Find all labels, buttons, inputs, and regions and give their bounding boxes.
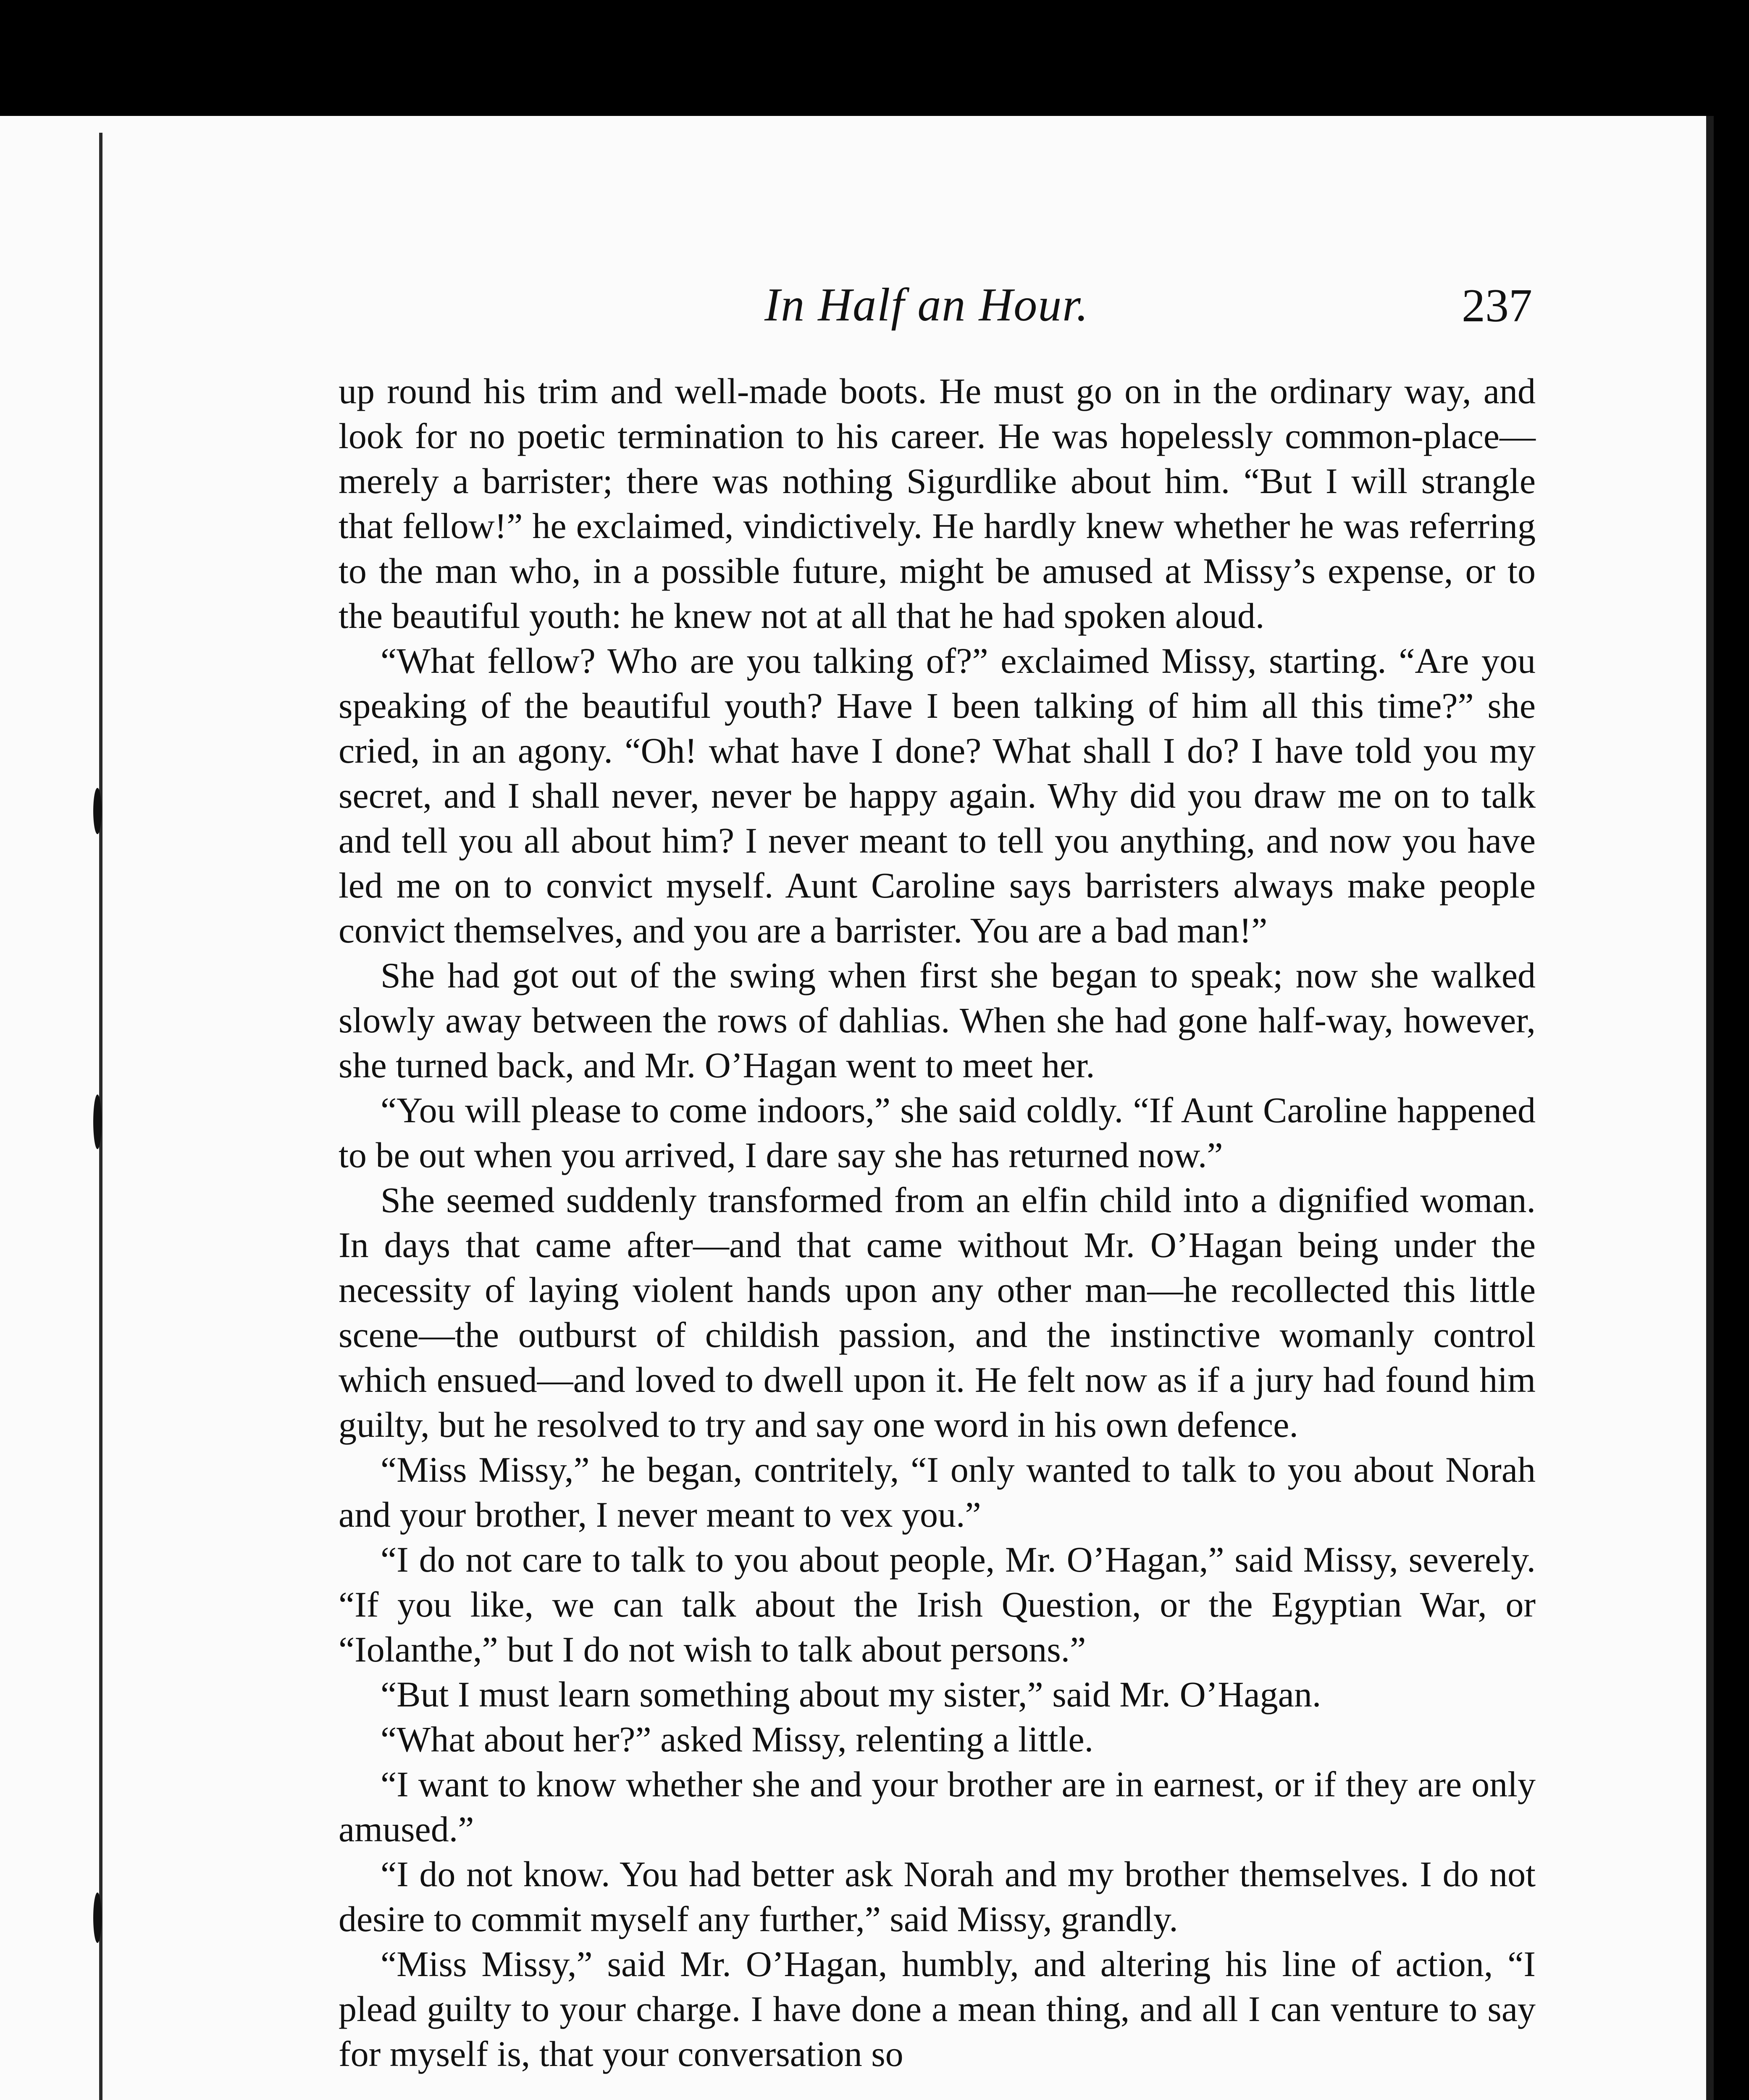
paragraph: “What about her?” asked Missy, relenting a little.: [381, 1719, 1094, 1759]
gutter-mark: [93, 788, 102, 834]
body-text: [339, 369, 1536, 2076]
book-page: [0, 116, 1714, 2100]
gutter-mark: [93, 1095, 102, 1149]
paragraph: “But I must learn something about my sister,” said Mr. O’Hagan.: [381, 1674, 1321, 1714]
paragraph: “Miss Missy,” he began, contritely, “I only wanted to talk to you about Norah and your brother, I never meant to vex you.”: [339, 1449, 1536, 1535]
paragraph: “What fellow? Who are you talking of?” exclaimed Missy, starting. “Are you speaking of the beautiful youth? Have I been talking of him all this time?” she cried, in an agony. “Oh! what have I done? What shall I do? I have told you my secret, and I shall never, never be happy again. Why did you draw me on to talk and tell you all about him? I never meant to tell you anything, and now you have led me on to convict myself. Aunt Caroline says barristers always make people convict themselves, and you are a barrister. You are a bad man!”: [339, 640, 1536, 950]
paragraph: “I do not care to talk to you about people, Mr. O’Hagan,” said Missy, severely. “If you like, we can talk about the Irish Question, or the Egyptian War, or “Iolanthe,” but I do not wish to talk about persons.”: [339, 1539, 1536, 1670]
page-right-edge: [1706, 116, 1714, 2100]
gutter-mark: [93, 1893, 102, 1943]
paragraph: “I do not know. You had better ask Norah and my brother themselves. I do not desire to commit myself any further,” said Missy, grandly.: [339, 1854, 1536, 1939]
paragraph: “I want to know whether she and your brother are in earnest, or if they are only amused.”: [339, 1764, 1536, 1849]
paragraph: “Miss Missy,” said Mr. O’Hagan, humbly, and altering his line of action, “I plead guilty to your charge. I have done a mean thing, and all I can venture to say for myself is, that your conversation so: [339, 1944, 1536, 2074]
paragraph: She seemed suddenly transformed from an elfin child into a dignified woman. In days that came after—and that came without Mr. O’Hagan being under the necessity of laying violent hands upon any other man—he recollected this little scene—the outburst of childish passion, and the instinctive womanly control which ensued—and loved to dwell upon it. He felt now as if a jury had found him guilty, but he resolved to try and say one word in his own defence.: [339, 1180, 1536, 1445]
paragraph: up round his trim and well-made boots. He must go on in the ordinary way, and look for no poetic termination to his career. He was hopelessly common-place—merely a barrister; there was nothing Sigurdlike about him. “But I will strangle that fellow!” he exclaimed, vindictively. He hardly knew whether he was referring to the man who, in a possible future, might be amused at Missy’s expense, or to the beautiful youth: he knew not at all that he had spoken aloud.: [339, 371, 1536, 636]
paragraph: “You will please to come indoors,” she said coldly. “If Aunt Caroline happened to be out when you arrived, I dare say she has returned now.”: [339, 1090, 1536, 1175]
paragraph: She had got out of the swing when first she began to speak; now she walked slowly away between the rows of dahlias. When she had gone half-way, however, she turned back, and Mr. O’Hagan went to meet her.: [339, 955, 1536, 1085]
page-number: 237: [1462, 280, 1532, 332]
running-head: In Half an Hour.: [764, 279, 1089, 331]
